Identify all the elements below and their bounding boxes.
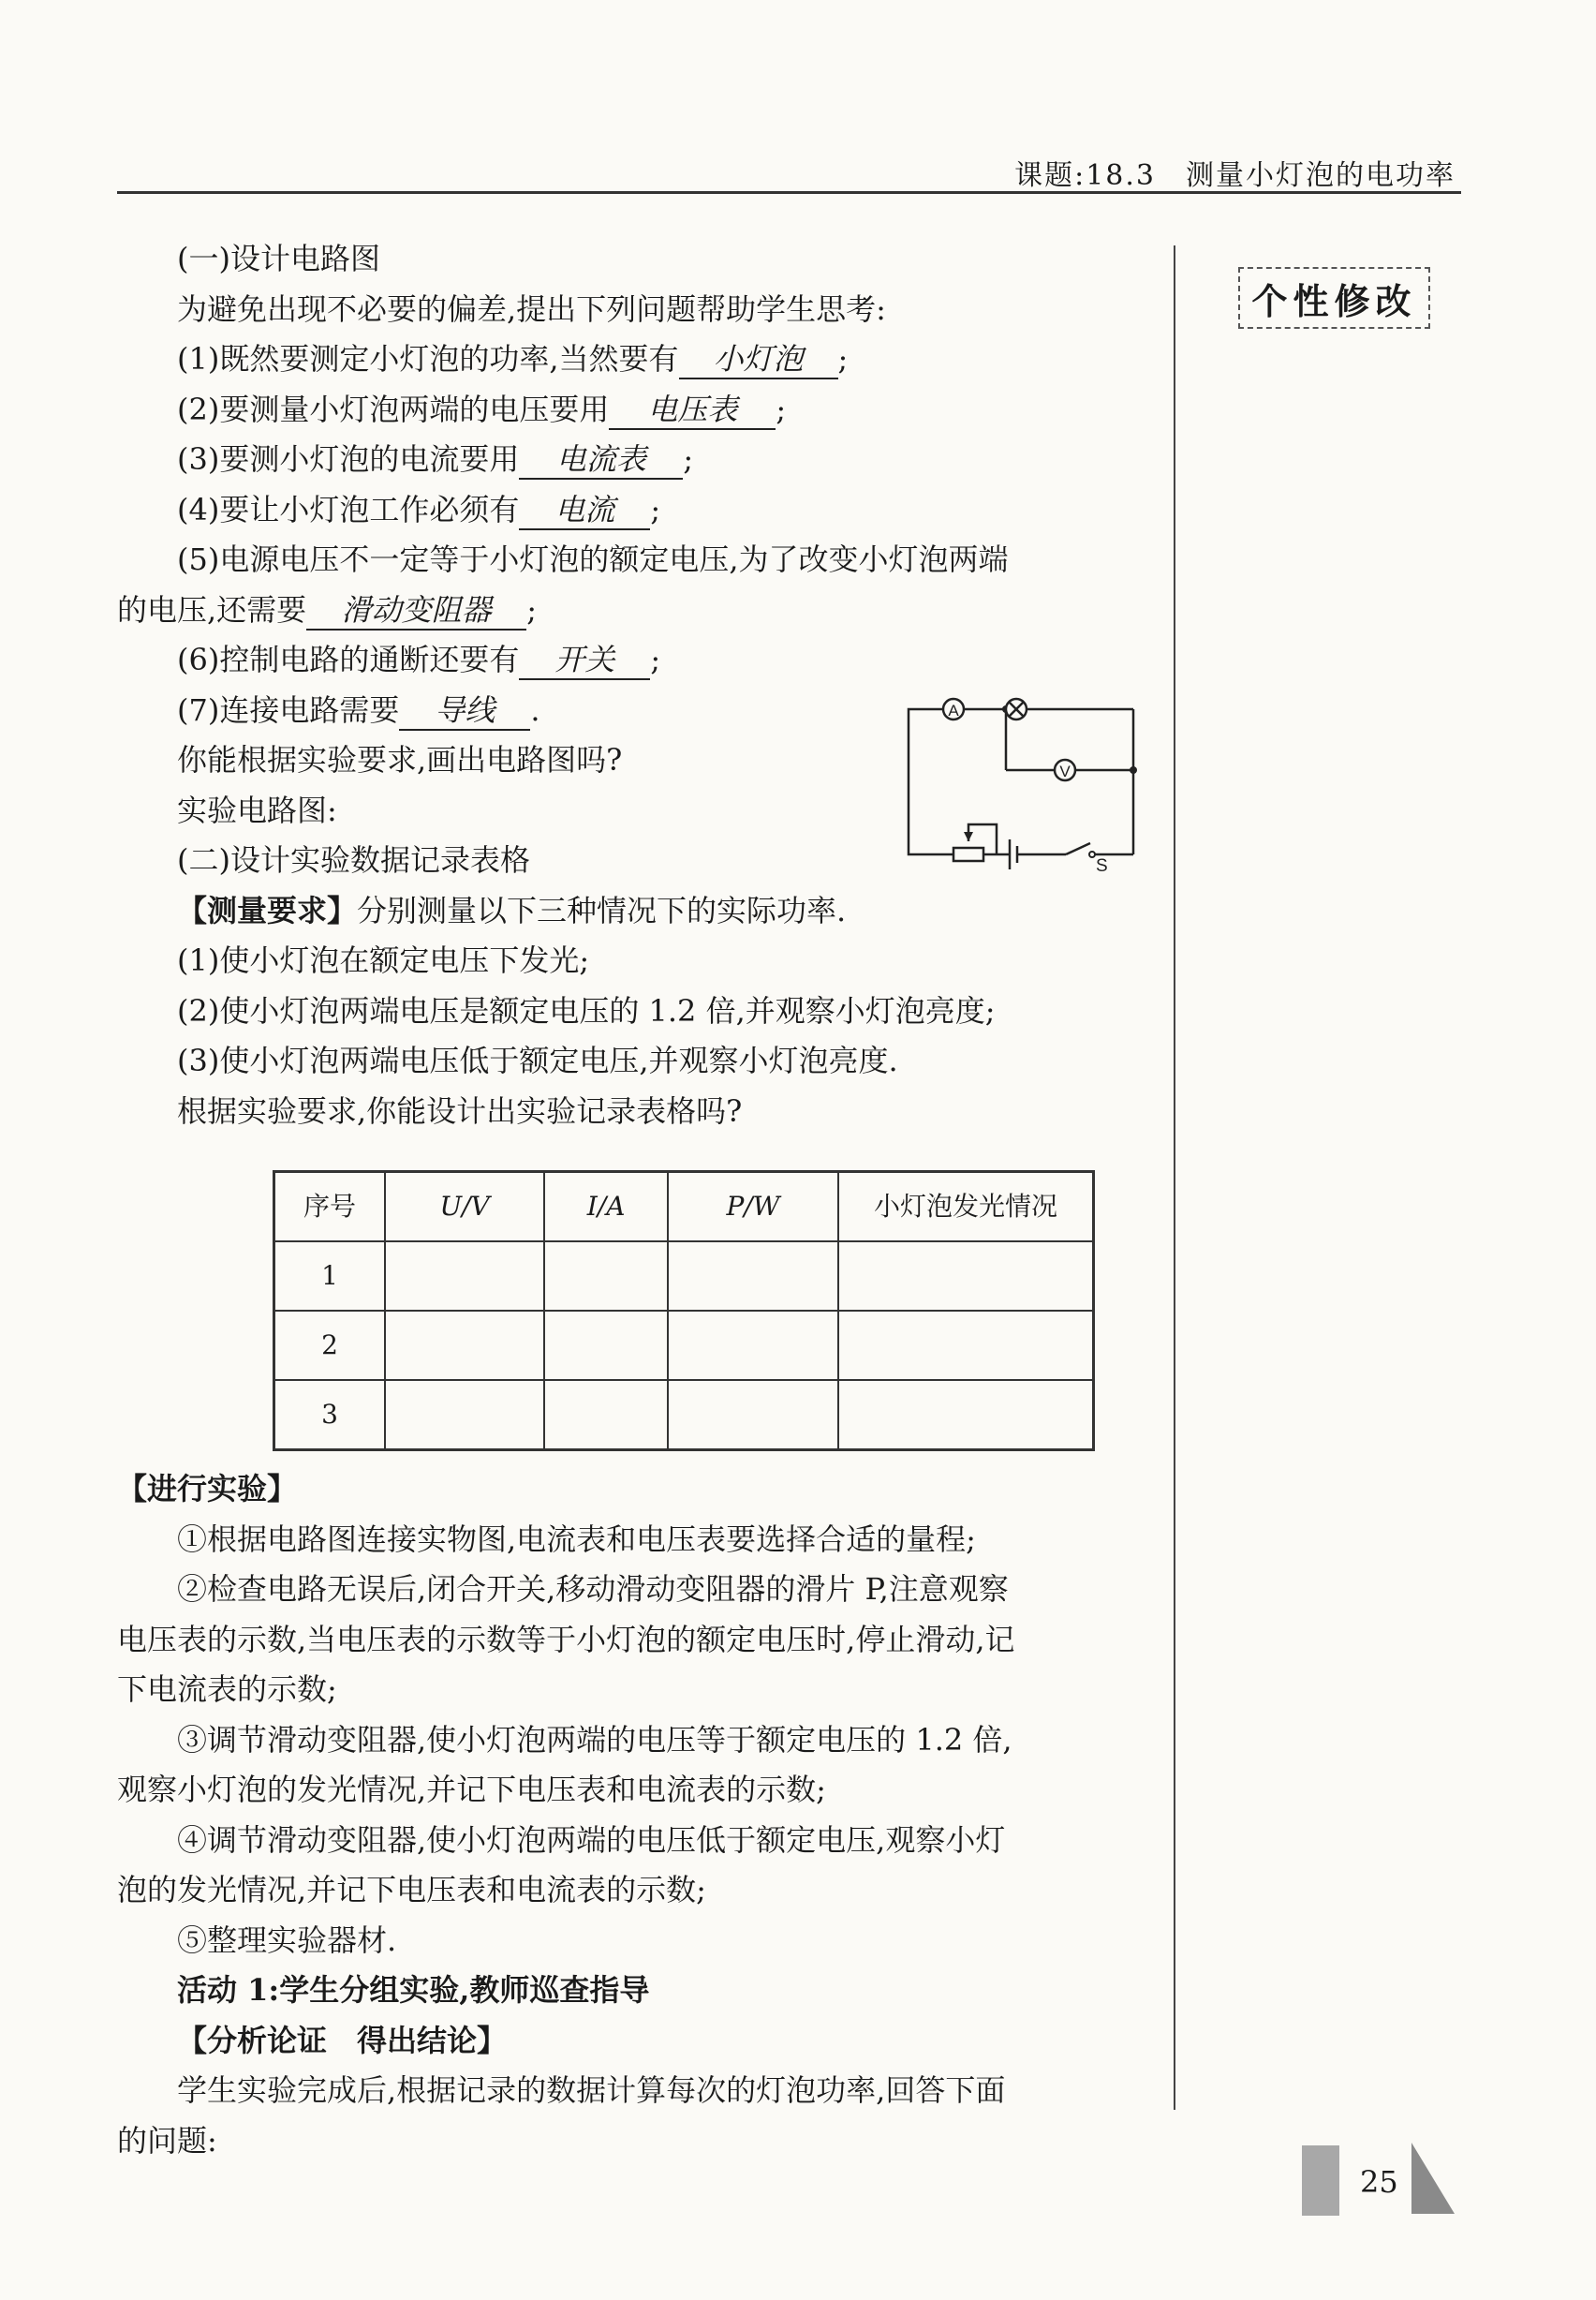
analysis-text-cont: 的问题: — [117, 2122, 217, 2159]
rheostat-symbol — [953, 848, 983, 861]
design-heading: (一)设计电路图 — [177, 241, 380, 276]
record-table — [273, 1170, 1095, 1451]
answer-blank-4: 电流 — [519, 491, 650, 530]
answer-blank-1: 小灯泡 — [679, 340, 838, 379]
requirement-1: (1)使小灯泡在额定电压下发光; — [177, 942, 590, 978]
ammeter-label: A — [948, 702, 959, 720]
question-2: (2)要测量小灯泡两端的电压要用 电压表 ; — [117, 385, 1138, 436]
requirement-2: (2)使小灯泡两端电压是额定电压的 1.2 倍,并观察小灯泡亮度; — [177, 992, 996, 1029]
row-index: 2 — [274, 1311, 386, 1380]
experiment-step-1: ①根据电路图连接实物图,电流表和电压表要选择合适的量程; — [177, 1521, 976, 1557]
wire — [909, 709, 953, 854]
table-row — [274, 1380, 1094, 1450]
answer-blank-3: 电流表 — [519, 440, 683, 480]
page-tab-block — [1302, 2145, 1339, 2216]
experiment-step-5: ⑤整理实验器材. — [177, 1922, 397, 1958]
question-6: (6)控制电路的通断还要有 开关 ; — [117, 635, 1138, 686]
table-cell — [668, 1241, 838, 1311]
table-header-row — [274, 1172, 1094, 1242]
table-cell — [544, 1380, 668, 1450]
table-cell — [668, 1311, 838, 1380]
answer-blank-6: 开关 — [519, 641, 650, 680]
switch-contact — [1089, 852, 1095, 857]
table-header: P/W — [668, 1172, 838, 1242]
table-cell — [838, 1241, 1094, 1311]
row-index: 1 — [274, 1241, 386, 1311]
table-cell — [385, 1380, 544, 1450]
personal-notes-badge: 个性修改 — [1238, 267, 1430, 329]
experiment-tag: 【进行实验】 — [117, 1471, 298, 1506]
row-index: 3 — [274, 1380, 386, 1450]
circuit-diagram — [899, 684, 1143, 871]
table-design-heading: (二)设计实验数据记录表格 — [177, 842, 530, 878]
answer-blank-5: 滑动变阻器 — [306, 591, 526, 631]
table-cell — [544, 1311, 668, 1380]
activity-label: 活动 1:学生分组实验,教师巡查指导 — [177, 1972, 650, 2008]
lesson-title: 课题:18.3 测量小灯泡的电功率 — [1014, 159, 1456, 192]
junction-dot — [1130, 766, 1137, 774]
experiment-step-2: ②检查电路无误后,闭合开关,移动滑动变阻器的滑片 P,注意观察 — [177, 1571, 1009, 1607]
table-header: 序号 — [274, 1172, 386, 1242]
question-1: (1)既然要测定小灯泡的功率,当然要有 小灯泡 ; — [117, 334, 1138, 385]
table-header: U/V — [385, 1172, 544, 1242]
question-7: (7)连接电路需要 导线 . — [117, 686, 1138, 736]
measurement-requirement: 【测量要求】分别测量以下三种情况下的实际功率. — [177, 892, 847, 928]
experiment-step-4-cont: 泡的发光情况,并记下电压表和电流表的示数; — [117, 1872, 706, 1907]
switch-label: S — [1096, 856, 1108, 871]
design-intro: 为避免出现不必要的偏差,提出下列问题帮助学生思考: — [177, 290, 886, 327]
experiment-step-3-cont: 观察小灯泡的发光情况,并记下电压表和电流表的示数; — [117, 1772, 826, 1807]
slider-arrowhead — [964, 832, 973, 841]
table-question: 根据实验要求,你能设计出实验记录表格吗? — [177, 1092, 743, 1129]
page-corner-triangle — [1410, 2141, 1456, 2216]
question-5-line-1: (5)电源电压不一定等于小灯泡的额定电压,为了改变小灯泡两端 — [177, 542, 1009, 577]
question-5-line-2: 的电压,还需要 滑动变阻器 ; — [117, 586, 1138, 636]
switch-lever — [1066, 843, 1090, 854]
circuit-diagram-label: 实验电路图: — [177, 792, 337, 828]
table-row — [274, 1241, 1094, 1311]
requirement-3: (3)使小灯泡两端电压低于额定电压,并观察小灯泡亮度. — [177, 1043, 898, 1078]
table-cell — [385, 1241, 544, 1311]
answer-blank-2: 电压表 — [609, 391, 776, 430]
table-header: I/A — [544, 1172, 668, 1242]
page-number: 25 — [1360, 2164, 1398, 2200]
question-3: (3)要测小灯泡的电流要用 电流表 ; — [117, 435, 1138, 485]
header-rule — [117, 191, 1461, 194]
margin-divider — [1174, 245, 1175, 2110]
requirement-tag: 【测量要求】 — [177, 892, 358, 928]
table-cell — [838, 1311, 1094, 1380]
table-header: 小灯泡发光情况 — [838, 1172, 1094, 1242]
experiment-step-2-cont: 下电流表的示数; — [117, 1671, 337, 1707]
question-4: (4)要让小灯泡工作必须有 电流 ; — [117, 485, 1138, 536]
answer-blank-7: 导线 — [399, 691, 530, 731]
table-cell — [544, 1241, 668, 1311]
table-cell — [385, 1311, 544, 1380]
circuit-question: 你能根据实验要求,画出电路图吗? — [177, 742, 623, 778]
analysis-tag: 【分析论证 得出结论】 — [177, 2022, 508, 2058]
table-row — [274, 1311, 1094, 1380]
main-content — [117, 234, 1138, 2166]
analysis-text: 学生实验完成后,根据记录的数据计算每次的灯泡功率,回答下面 — [177, 2072, 1006, 2108]
experiment-step-2-cont: 电压表的示数,当电压表的示数等于小灯泡的额定电压时,停止滑动,记 — [117, 1621, 1015, 1657]
table-cell — [668, 1380, 838, 1450]
experiment-step-4: ④调节滑动变阻器,使小灯泡两端的电压低于额定电压,观察小灯 — [177, 1821, 1006, 1858]
table-cell — [838, 1380, 1094, 1450]
experiment-step-3: ③调节滑动变阻器,使小灯泡两端的电压等于额定电压的 1.2 倍, — [177, 1721, 1012, 1758]
voltmeter-label: V — [1059, 763, 1071, 780]
record-table-area — [117, 1136, 1138, 1464]
